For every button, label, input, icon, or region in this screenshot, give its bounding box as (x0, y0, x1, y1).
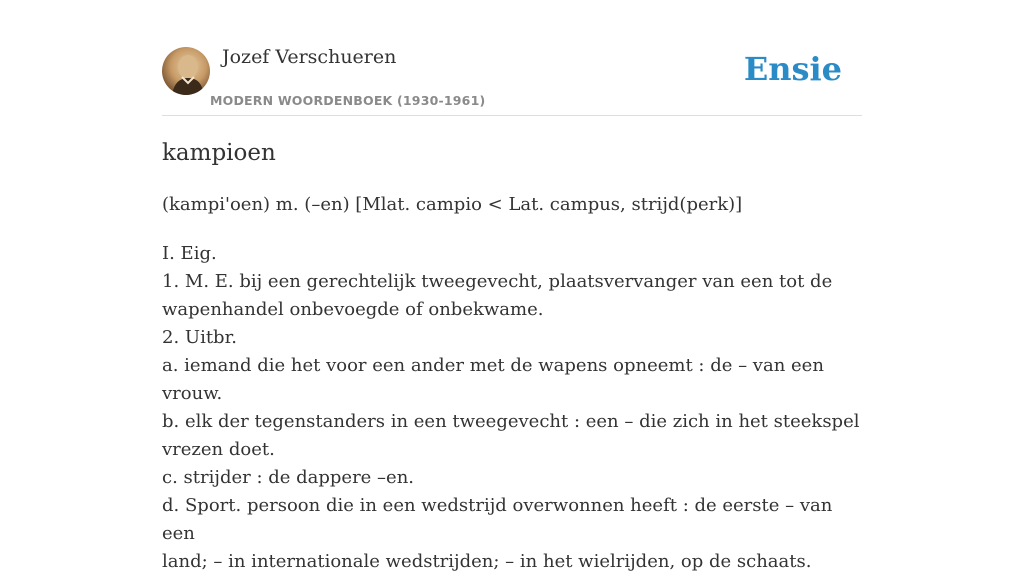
author-name[interactable]: Jozef Verschueren (222, 46, 397, 68)
definition-line: I. Eig. (162, 243, 217, 264)
definition-line: b. elk der tegenstanders in een tweegevecht : een – die zich in het steekspel (162, 411, 860, 432)
definition-line: vrezen doet. (162, 439, 275, 460)
definition-line: d. Sport. persoon die in een wedstrijd overwonnen heeft : de eerste – van een (162, 495, 833, 544)
definition-line: a. iemand die het voor een ander met de wapens opneemt : de – van een vrouw. (162, 355, 824, 404)
portrait-image (162, 47, 210, 95)
entry-definitions (162, 240, 862, 576)
entry-term: kampioen (162, 140, 276, 166)
brand-logo[interactable]: Ensie (743, 50, 842, 88)
header-divider (162, 115, 862, 116)
definition-line: wapenhandel onbevoegde of onbekwame. (162, 299, 544, 320)
definition-line: 2. Uitbr. (162, 327, 237, 348)
definition-line: c. strijder : de dappere –en. (162, 467, 415, 488)
source-dictionary: MODERN WOORDENBOEK (1930-1961) (210, 93, 486, 108)
entry-etymology: (kampi'oen) m. (–en) [Mlat. campio < Lat. campus, strijd(perk)] (162, 194, 743, 215)
page-header (162, 44, 862, 116)
definition-line: 1. M. E. bij een gerechtelijk tweegevecht, plaatsvervanger van een tot de (162, 271, 833, 292)
author-avatar[interactable] (162, 47, 210, 95)
definition-line: land; – in internationale wedstrijden; – in het wielrijden, op de schaats. (162, 551, 812, 572)
